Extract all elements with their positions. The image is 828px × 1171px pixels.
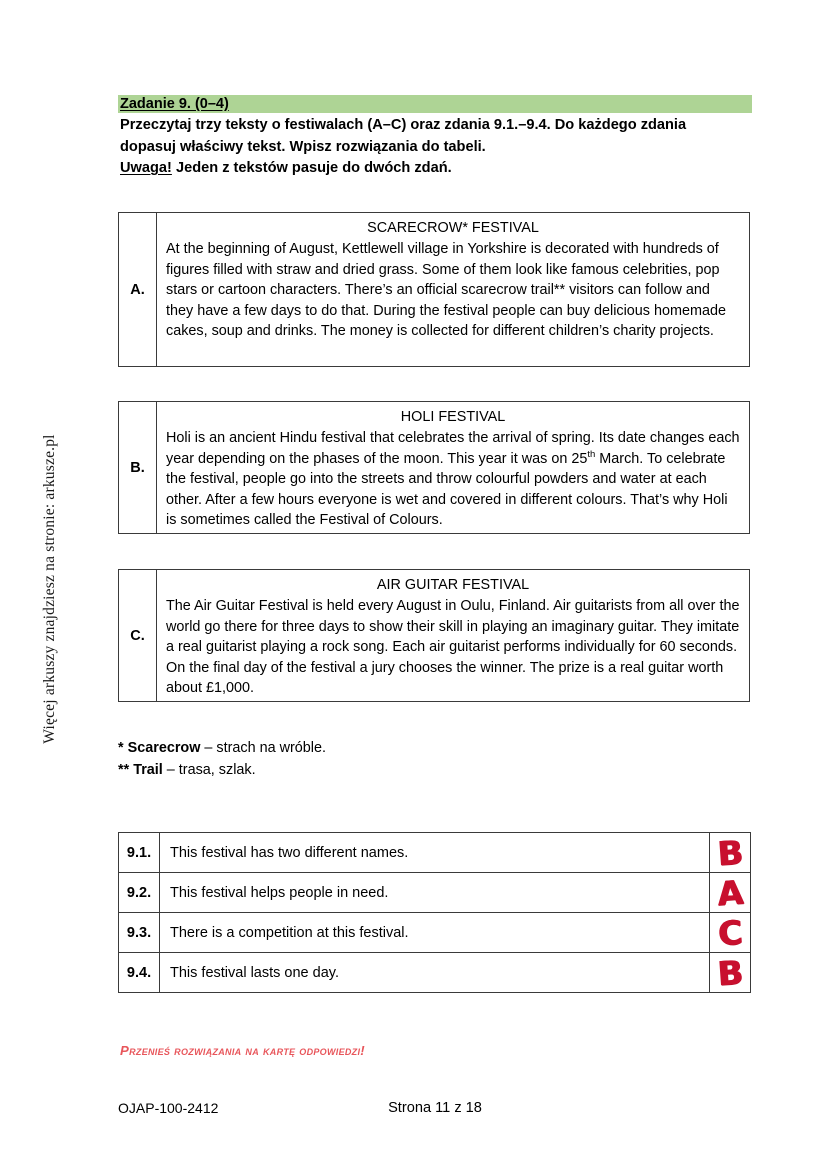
instruction-note	[120, 158, 750, 180]
passage-text-b-sup: th	[587, 448, 596, 460]
question-sentence-9-4: This festival lasts one day.	[160, 953, 710, 993]
page-content	[118, 0, 752, 1171]
footnote-2-definition: – trasa, szlak.	[162, 761, 256, 778]
footnote-2	[118, 760, 326, 782]
instruction-line-2: dopasuj właściwy tekst. Wpisz rozwiązania do tabeli.	[120, 138, 486, 155]
passage-box-b	[118, 401, 750, 534]
footnote-2-mark: **	[118, 761, 134, 778]
passage-text-c	[166, 596, 740, 699]
handwritten-answer-9-4: B	[716, 952, 744, 993]
sidebar-watermark	[0, 0, 60, 1171]
passage-text-a	[166, 239, 740, 342]
footnote-1-term: Scarecrow	[127, 740, 201, 756]
passage-text-b	[166, 428, 740, 531]
passage-letter-b: B.	[119, 402, 157, 533]
footer-page-number: Strona 11 z 18	[388, 1100, 482, 1116]
passage-letter-a: A.	[119, 213, 157, 366]
handwritten-answer-9-3: C	[717, 912, 743, 953]
table-row	[119, 913, 751, 953]
passage-heading-a: SCARECROW* FESTIVAL	[367, 220, 539, 236]
footnote-1	[118, 738, 326, 760]
passage-body-c	[157, 570, 749, 701]
passage-body-a	[157, 213, 749, 366]
handwritten-answer-9-1: B	[716, 832, 744, 873]
question-number-9-3: 9.3.	[119, 913, 160, 953]
answer-table	[118, 832, 751, 993]
passage-heading-b: HOLI FESTIVAL	[400, 409, 506, 425]
task-title: Zadanie 9. (0–4)	[120, 96, 229, 112]
footnote-2-term: Trail	[133, 761, 163, 778]
passage-letter-c: C.	[119, 570, 157, 701]
task-instructions	[120, 115, 750, 180]
passage-text-a-part1: At the beginning of August, Kettlewell village in Yorkshire is decorated with hundreds of figures filled with straw and dried grass. Some of them look like famous celebrities, pop stars or cartoon characters. There’s an official scarecrow trail** visitors can follow and they have a few days to do that. During the festival people can buy delicious homemade cakes, soup and drinks. The money is collected for different children’s charity projects.	[166, 241, 726, 340]
instruction-line-1: Przeczytaj trzy teksty o festiwalach (A–C) oraz zdania 9.1.–9.4. Do każdego zdania	[120, 117, 687, 133]
passage-text-c-part1: The Air Guitar Festival is held every August in Oulu, Finland. Air guitarists from all over the world go there for three days to show their skill in playing an imaginary guitar. They imitate a real guitarist playing a rock song. Each air guitarist performs individually for 60 seconds. On the final day of the festival a jury chooses the winner. The prize is a real guitar worth about £1,000.	[166, 598, 740, 697]
question-number-9-1: 9.1.	[119, 833, 160, 873]
answer-cell-9-3[interactable]	[710, 913, 751, 953]
answer-cell-9-2[interactable]	[710, 873, 751, 913]
transfer-answers-note: Przenieś rozwiązania na kartę odpowiedzi!	[120, 1043, 365, 1058]
passage-body-b	[157, 402, 749, 533]
footnotes	[118, 738, 326, 781]
passage-box-c	[118, 569, 750, 702]
table-row	[119, 953, 751, 993]
question-sentence-9-3: There is a competition at this festival.	[160, 913, 710, 953]
answer-cell-9-1[interactable]	[710, 833, 751, 873]
passage-text-b-part2: March. To celebrate the festival, people go into the streets and throw colourful powders and water at each other. After a few hours everyone is wet and covered in different colours. That’s why Holi is sometimes called the Festival of Colours.	[166, 450, 728, 529]
answer-cell-9-4[interactable]	[710, 953, 751, 993]
uwaga-text: Jeden z tekstów pasuje do dwóch zdań.	[171, 160, 452, 176]
table-row	[119, 833, 751, 873]
footer-sheet-code: OJAP-100-2412	[118, 1100, 219, 1116]
question-number-9-4: 9.4.	[119, 953, 160, 993]
question-sentence-9-2: This festival helps people in need.	[160, 873, 710, 913]
watermark-text: Więcej arkuszy znajdziesz na stronie: arkusze.pl	[41, 434, 58, 744]
question-sentence-9-1: This festival has two different names.	[160, 833, 710, 873]
table-row	[119, 873, 751, 913]
uwaga-label: Uwaga!	[120, 160, 172, 176]
footnote-1-definition: – strach na wróble.	[200, 740, 326, 756]
footnote-1-mark: *	[118, 740, 128, 756]
question-number-9-2: 9.2.	[119, 873, 160, 913]
passage-heading-c: AIR GUITAR FESTIVAL	[376, 577, 530, 593]
handwritten-answer-9-2: A	[716, 872, 744, 913]
passage-box-a	[118, 212, 750, 367]
passage-text-b-part1: Holi is an ancient Hindu festival that celebrates the arrival of spring. Its date changes each year depending on the phases of the moon. This year it was on 25	[166, 430, 740, 467]
